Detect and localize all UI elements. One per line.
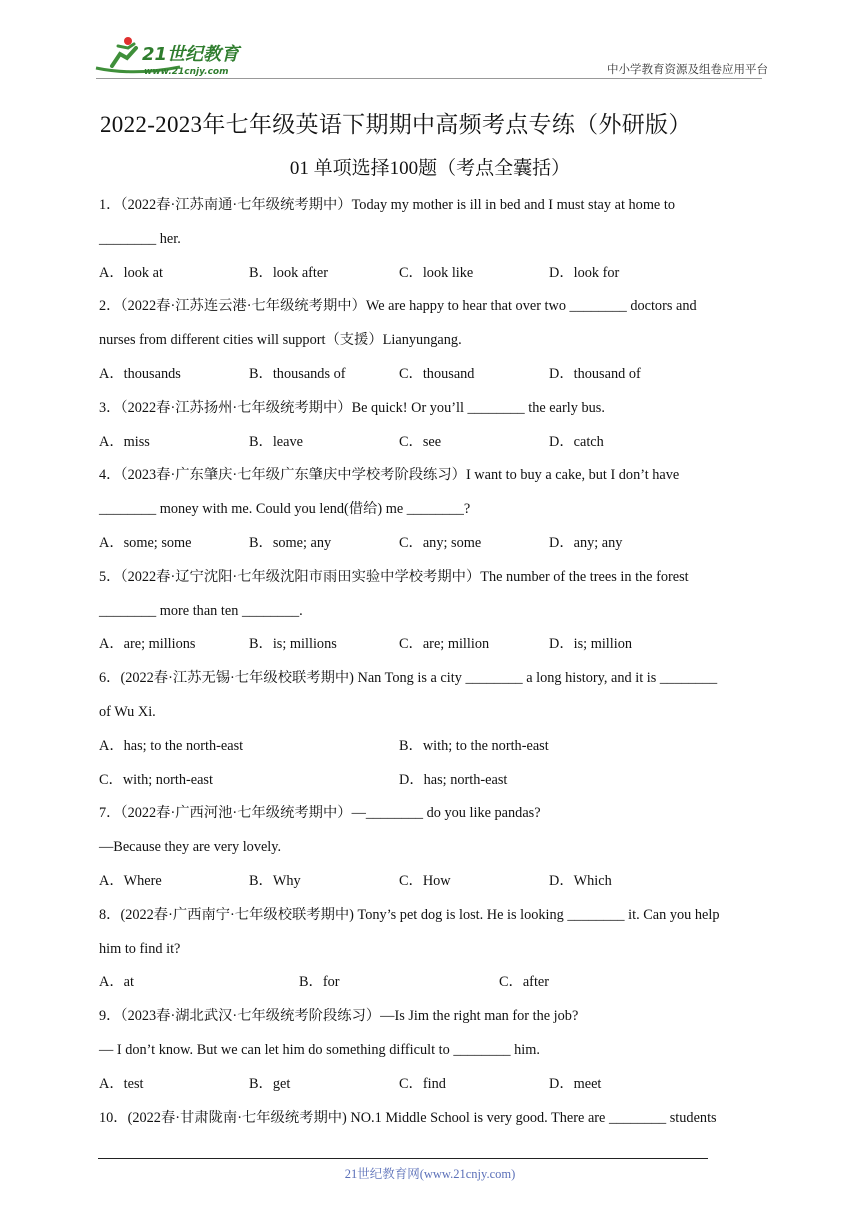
question-item — [99, 899, 763, 1000]
question-item — [99, 392, 763, 460]
answer-option[interactable]: D．any; any — [549, 534, 623, 551]
answer-option[interactable]: B．with; to the north-east — [399, 737, 549, 754]
answer-option[interactable]: D．has; north-east — [399, 771, 508, 788]
question-item — [99, 1102, 763, 1136]
question-text: 7．（2022春·广西河池·七年级统考期中）—________ do you like pandas? — [99, 805, 541, 822]
answer-option[interactable]: B．Why — [249, 872, 301, 889]
answer-option[interactable]: C．see — [399, 433, 442, 450]
question-text: of Wu Xi. — [99, 703, 156, 720]
answer-option[interactable]: A．some; some — [99, 534, 192, 551]
question-text: 9．（2023春·湖北武汉·七年级统考阶段练习）—Is Jim the right man for the job? — [99, 1008, 579, 1025]
question-item — [99, 561, 763, 662]
options-row — [99, 257, 763, 291]
question-item — [99, 189, 763, 290]
answer-option[interactable]: A．look at — [99, 264, 163, 281]
question-text: nurses from different cities will support（支援）Lianyungang. — [99, 332, 462, 349]
question-item — [99, 459, 763, 560]
answer-option[interactable]: C．find — [399, 1075, 446, 1092]
options-row — [99, 426, 763, 460]
answer-option[interactable]: A．test — [99, 1075, 144, 1092]
answer-option[interactable]: B．look after — [249, 264, 329, 281]
answer-option[interactable]: D．look for — [549, 264, 620, 281]
question-text: 4．（2023春·广东肇庆·七年级广东肇庆中学校考阶段练习）I want to buy a cake, but I don’t have — [99, 467, 680, 484]
answer-option[interactable]: C．How — [399, 872, 451, 889]
question-item — [99, 797, 763, 898]
question-text: 8．(2022春·广西南宁·七年级校联考期中) Tony’s pet dog is lost. He is looking ________ it. Can you help — [99, 906, 720, 923]
answer-option[interactable]: C．after — [499, 974, 550, 991]
answer-option[interactable]: B．for — [299, 974, 340, 991]
answer-option[interactable]: C．look like — [399, 264, 474, 281]
answer-option[interactable]: B．thousands of — [249, 365, 346, 382]
question-text: 10．(2022春·甘肃陇南·七年级统考期中) NO.1 Middle School is very good. There are ________ students — [99, 1109, 717, 1126]
question-list — [99, 189, 763, 1135]
question-text: ________ money with me. Could you lend(借给) me ________? — [99, 501, 471, 518]
question-item — [99, 662, 763, 797]
options-row — [99, 358, 763, 392]
answer-option[interactable]: C．with; north-east — [99, 771, 213, 788]
options-row — [99, 628, 763, 662]
question-text: ________ more than ten ________. — [99, 602, 303, 619]
answer-option[interactable]: A．Where — [99, 872, 162, 889]
header-divider — [96, 78, 762, 79]
question-text: —Because they are very lovely. — [99, 839, 282, 856]
answer-option[interactable]: B．leave — [249, 433, 303, 450]
options-row — [99, 1068, 763, 1102]
options-row — [99, 730, 763, 764]
page-title: 2022-2023年七年级英语下期期中高频考点专练（外研版） — [100, 112, 692, 137]
question-text: ________ her. — [99, 230, 181, 247]
page-subtitle: 01 单项选择100题（考点全囊括） — [289, 158, 571, 179]
answer-option[interactable]: C．thousand — [399, 365, 475, 382]
options-row — [99, 527, 763, 561]
question-text: 1．（2022春·江苏南通·七年级统考期中）Today my mother is ill in bed and I must stay at home to — [99, 197, 675, 213]
svg-text:www.21cnjy.com: www.21cnjy.com — [144, 67, 229, 77]
answer-option[interactable]: D．thousand of — [549, 365, 641, 382]
answer-option[interactable]: D．catch — [549, 433, 604, 450]
question-item — [99, 290, 763, 391]
question-text: 6．(2022春·江苏无锡·七年级校联考期中) Nan Tong is a city ________ a long history, and it is ________ — [99, 670, 718, 687]
answer-option[interactable]: D．is; million — [549, 636, 633, 653]
answer-option[interactable]: B．get — [249, 1075, 291, 1092]
answer-option[interactable]: A．has; to the north-east — [99, 737, 244, 754]
svg-text:21世纪教育: 21世纪教育 — [142, 44, 240, 65]
question-text: 2．（2022春·江苏连云港·七年级统考期中）We are happy to hear that over two ________ doctors and — [99, 298, 697, 315]
answer-option[interactable]: A．are; millions — [99, 636, 196, 653]
question-text: 3．（2022春·江苏扬州·七年级统考期中）Be quick! Or you’ll ________ the early bus. — [99, 399, 605, 416]
answer-option[interactable]: A．thousands — [99, 365, 181, 382]
options-row — [99, 865, 763, 899]
answer-option[interactable]: B．is; millions — [249, 636, 337, 653]
answer-option[interactable]: B．some; any — [249, 534, 332, 551]
answer-option[interactable]: C．any; some — [399, 534, 482, 551]
answer-option[interactable]: D．meet — [549, 1075, 602, 1092]
21cnjy-logo — [94, 36, 264, 78]
answer-option[interactable]: A．miss — [99, 433, 150, 450]
question-text: — I don’t know. But we can let him do something difficult to ________ him. — [99, 1041, 540, 1058]
question-item — [99, 1000, 763, 1101]
question-text: him to find it? — [99, 940, 181, 957]
options-row — [99, 764, 763, 798]
answer-option[interactable]: D．Which — [549, 872, 612, 889]
footer-divider — [98, 1158, 708, 1159]
page-footer: 21世纪教育网(www.21cnjy.com) — [344, 1167, 516, 1181]
answer-option[interactable]: C．are; million — [399, 636, 490, 653]
platform-name: 中小学教育资源及组卷应用平台 — [607, 62, 768, 76]
question-text: 5．（2022春·辽宁沈阳·七年级沈阳市雨田实验中学校考期中）The number of the trees in the forest — [99, 568, 689, 585]
page-header — [0, 0, 860, 80]
options-row — [99, 966, 763, 1000]
answer-option[interactable]: A．at — [99, 974, 134, 991]
